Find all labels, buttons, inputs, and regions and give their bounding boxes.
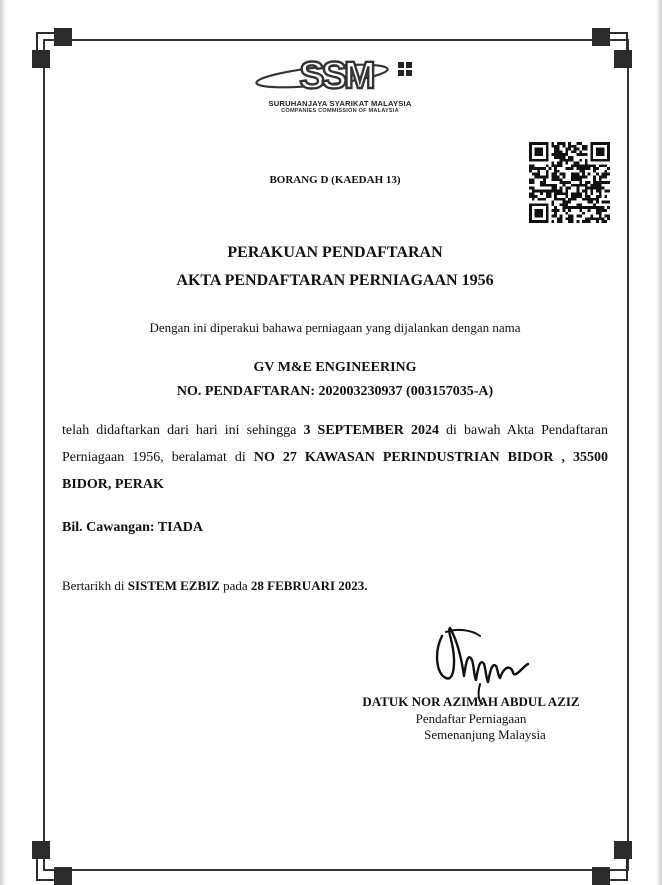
form-code: BORANG D (KAEDAH 13) (269, 174, 401, 186)
signatory-title: Pendaftar Perniagaan (415, 711, 527, 726)
dated-date: 28 FEBRUARI 2023. (250, 578, 368, 593)
business-name: GV M&E ENGINEERING (253, 360, 417, 375)
qr-code-icon (528, 142, 611, 223)
expiry-date: 3 SEPTEMBER 2024 (303, 423, 439, 438)
registration-paragraph (62, 417, 608, 498)
intro-text: Dengan ini diperakui bahawa perniagaan yang dijalankan dengan nama (149, 320, 521, 335)
dated-text-1: Bertarikh di (62, 578, 128, 593)
dated-text-2: pada (219, 578, 251, 593)
logo-mark-text: SSM (299, 55, 373, 97)
logo-org-name-en: COMPANIES COMMISSION OF MALAYSIA (281, 108, 399, 114)
ssm-logo (240, 52, 440, 118)
registration-number: NO. PENDAFTARAN: 202003230937 (003157035-A) (176, 384, 494, 399)
certificate-title: PERAKUAN PENDAFTARAN (227, 244, 443, 261)
certificate-act-title: AKTA PENDAFTARAN PERNIAGAAN 1956 (176, 272, 494, 289)
corner-ornament-top-right (588, 28, 632, 72)
page-edge-left (0, 0, 6, 885)
ssm-logo-mark-icon (240, 52, 440, 100)
signatory-name: DATUK NOR AZIMAH ABDUL AZIZ (362, 694, 580, 709)
branch-count: Bil. Cawangan: TIADA (62, 520, 203, 535)
para-text-1: telah didaftarkan dari hari ini sehingga (62, 423, 304, 438)
business-address: NO 27 KAWASAN PERINDUSTRIAN BIDOR , 35500 BIDOR, PERAK (62, 450, 608, 492)
corner-ornament-top-left (32, 28, 76, 72)
logo-org-name: SURUHANJAYA SYARIKAT MALAYSIA (268, 99, 412, 108)
signatory-region: Semenanjung Malaysia (424, 727, 546, 742)
para-text-2: di bawah Akta Pendaftaran Perniagaan 1956, beralamat di (62, 423, 608, 465)
corner-ornament-bottom-right (588, 841, 632, 885)
dated-system: SISTEM EZBIZ (127, 578, 220, 593)
page-edge-right (656, 0, 662, 885)
corner-ornament-bottom-left (32, 841, 76, 885)
dated-line (62, 578, 368, 594)
